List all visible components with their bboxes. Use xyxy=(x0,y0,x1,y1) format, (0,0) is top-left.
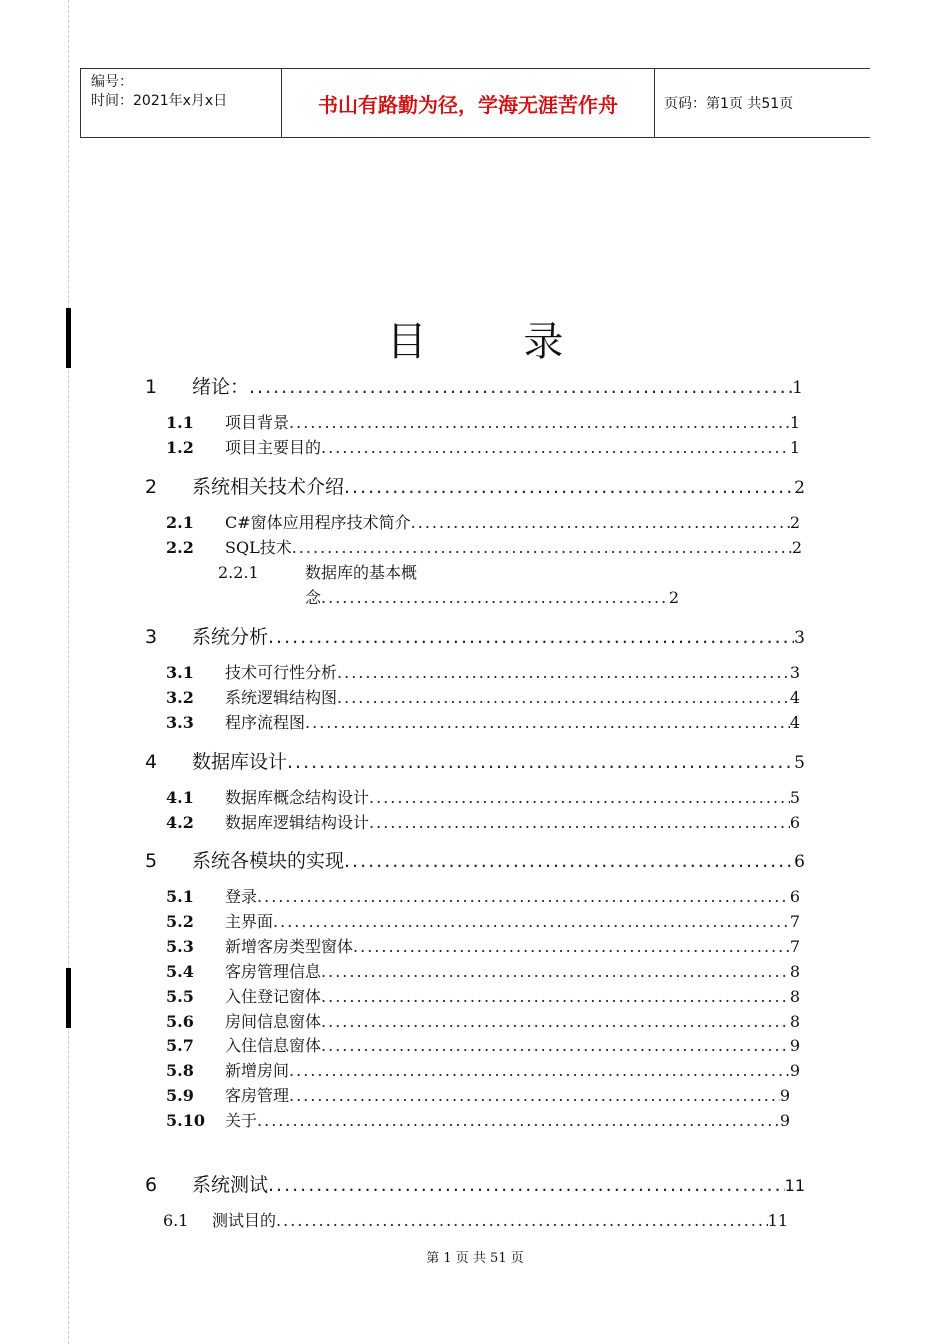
toc-entry-page: 9 xyxy=(779,1111,790,1130)
toc-entry-page: 9 xyxy=(789,1061,800,1080)
toc-entry[interactable] xyxy=(145,372,803,399)
toc-entry-text: 入住信息窗体 xyxy=(225,1036,322,1055)
toc-entry-text: 主界面 xyxy=(225,912,274,931)
toc-entry-number: 2 xyxy=(145,476,158,498)
time-label: 时间：2021年x月x日 xyxy=(91,93,228,109)
toc-entry-text: 数据库概念结构设计 xyxy=(225,788,370,807)
toc-entry-number: 5.2 xyxy=(166,912,194,931)
toc-entry-page: 2 xyxy=(791,538,802,557)
toc-entry-number: 3.3 xyxy=(166,713,194,732)
toc-leader-dots xyxy=(344,476,794,498)
toc-entry-page: 2 xyxy=(668,588,679,607)
toc-entry[interactable] xyxy=(145,622,805,649)
toc-entry-text: 新增客房类型窗体 xyxy=(225,937,354,956)
toc-entry-text: C#窗体应用程序技术简介 xyxy=(225,513,411,532)
toc-leader-dots xyxy=(289,1086,780,1105)
toc-entry[interactable] xyxy=(166,984,800,1007)
toc-leader-dots xyxy=(289,413,790,432)
toc-entry-number: 5.6 xyxy=(166,1012,194,1031)
toc-entry-number: 2.2 xyxy=(166,538,194,557)
toc-entry-number: 5.8 xyxy=(166,1061,194,1080)
toc-leader-dots xyxy=(344,850,794,872)
toc-entry[interactable] xyxy=(166,810,800,833)
toc-entry[interactable] xyxy=(166,685,800,708)
toc-entry-page: 3 xyxy=(789,663,800,682)
toc-entry-number: 2.2.1 xyxy=(218,563,259,582)
toc-entry-text: 新增房间 xyxy=(225,1061,290,1080)
header-motto: 书山有路勤为径，学海无涯苦作舟 xyxy=(282,69,655,137)
toc-entry-number: 3.2 xyxy=(166,688,194,707)
toc-entry-text: 客房管理信息 xyxy=(225,962,322,981)
toc-entry-page: 2 xyxy=(789,513,800,532)
toc-entry[interactable] xyxy=(145,1170,805,1197)
toc-entry[interactable] xyxy=(218,560,518,583)
toc-entry-page: 7 xyxy=(789,937,800,956)
toc-entry[interactable] xyxy=(166,660,800,683)
toc-entry-number: 5 xyxy=(145,850,158,872)
toc-leader-dots xyxy=(249,376,792,398)
toc-entry-continuation[interactable] xyxy=(305,585,679,608)
toc-entry-number: 5.7 xyxy=(166,1036,194,1055)
toc-entry-number: 4 xyxy=(145,751,158,773)
toc-entry-number: 1.1 xyxy=(166,413,194,432)
toc-leader-dots xyxy=(292,538,792,557)
toc-leader-dots xyxy=(273,912,790,931)
toc-entry-number: 5.1 xyxy=(166,887,194,906)
toc-leader-dots xyxy=(353,937,790,956)
toc-entry-number: 3.1 xyxy=(166,663,194,682)
toc-entry-number: 5.4 xyxy=(166,962,194,981)
toc-entry[interactable] xyxy=(166,510,800,533)
toc-entry-page: 9 xyxy=(779,1086,790,1105)
toc-leader-dots xyxy=(337,663,790,682)
toc-entry-page: 7 xyxy=(789,912,800,931)
toc-entry-number: 5.9 xyxy=(166,1086,194,1105)
toc-entry-text: 系统分析 xyxy=(192,626,269,648)
toc-entry-page: 2 xyxy=(794,478,805,498)
toc-entry-number: 5.3 xyxy=(166,937,194,956)
toc-entry[interactable] xyxy=(166,909,800,932)
toc-entry-page: 4 xyxy=(789,688,800,707)
toc-entry-page: 6 xyxy=(789,813,800,832)
toc-entry-text: 系统相关技术介绍 xyxy=(192,476,345,498)
toc-entry-page: 6 xyxy=(789,887,800,906)
toc-entry-number: 5.5 xyxy=(166,987,194,1006)
toc-entry-number: 1 xyxy=(145,376,158,398)
toc-leader-dots xyxy=(321,962,790,981)
toc-entry-page: 1 xyxy=(792,378,803,398)
toc-entry[interactable] xyxy=(166,710,800,733)
toc-entry-number: 5.10 xyxy=(166,1111,205,1130)
toc-entry-page: 11 xyxy=(767,1211,788,1230)
toc-entry-page: 6 xyxy=(794,852,805,872)
toc-leader-dots xyxy=(321,438,790,457)
toc-leader-dots xyxy=(321,588,669,607)
toc-entry-page: 5 xyxy=(794,753,805,773)
toc-entry-page: 11 xyxy=(784,1176,805,1195)
toc-entry[interactable] xyxy=(163,1208,788,1231)
toc-entry[interactable] xyxy=(166,934,800,957)
toc-leader-dots xyxy=(321,987,790,1006)
toc-entry[interactable] xyxy=(166,1058,800,1081)
toc-leader-dots xyxy=(276,1211,768,1230)
toc-entry-number: 1.2 xyxy=(166,438,194,457)
toc-entry[interactable] xyxy=(145,747,805,774)
toc-entry-number: 6 xyxy=(145,1174,158,1196)
toc-entry-page: 8 xyxy=(789,962,800,981)
toc-entry-number: 2.1 xyxy=(166,513,194,532)
toc-entry[interactable] xyxy=(166,959,800,982)
toc-leader-dots xyxy=(287,751,794,773)
toc-entry[interactable] xyxy=(166,1108,790,1131)
serial-label: 编号： xyxy=(91,74,133,90)
toc-entry-page: 5 xyxy=(789,788,800,807)
toc-entry-page: 8 xyxy=(789,1012,800,1031)
toc-leader-dots xyxy=(369,788,790,807)
header-page-info: 页码：第1页 共51页 xyxy=(664,96,794,112)
toc-entry[interactable] xyxy=(166,535,802,558)
toc-entry-text: 房间信息窗体 xyxy=(225,1012,322,1031)
toc-entry-text: 数据库逻辑结构设计 xyxy=(225,813,370,832)
toc-entry-text: 项目背景 xyxy=(225,413,290,432)
toc-leader-dots xyxy=(268,626,794,648)
toc-entry-number: 6.1 xyxy=(163,1211,189,1230)
toc-leader-dots xyxy=(369,813,790,832)
toc-entry-text: 关于 xyxy=(225,1111,258,1130)
toc-entry[interactable] xyxy=(166,435,800,458)
toc-leader-dots xyxy=(321,1036,790,1055)
toc-entry[interactable] xyxy=(166,785,800,808)
toc-entry-text: 客房管理 xyxy=(225,1086,290,1105)
toc-leader-dots xyxy=(411,513,790,532)
toc-leader-dots xyxy=(321,1012,790,1031)
toc-entry-text: 测试目的 xyxy=(212,1211,277,1230)
toc-leader-dots xyxy=(337,688,790,707)
toc-entry-text: 项目主要目的 xyxy=(225,438,322,457)
toc-entry-text: SQL技术 xyxy=(225,538,292,557)
toc-leader-dots xyxy=(268,1174,785,1196)
toc-entry-page: 3 xyxy=(794,628,805,648)
toc-entry-text: 入住登记窗体 xyxy=(225,987,322,1006)
toc-title: 目 录 xyxy=(386,319,606,365)
toc-entry-page: 4 xyxy=(789,713,800,732)
toc-entry-text: 登录 xyxy=(225,887,258,906)
page-footer: 第 1 页 共 51 页 xyxy=(426,1251,524,1266)
toc-entry-page: 8 xyxy=(789,987,800,1006)
toc-entry-text: 数据库的基本概 xyxy=(305,563,418,582)
toc-entry[interactable] xyxy=(166,410,800,433)
toc-entry-text: 绪论： xyxy=(192,376,250,398)
toc-entry-page: 1 xyxy=(789,438,800,457)
toc-entry[interactable] xyxy=(145,846,805,873)
toc-leader-dots xyxy=(289,1061,790,1080)
toc-leader-dots xyxy=(257,887,790,906)
toc-entry-text-continued: 念 xyxy=(305,588,322,607)
toc-entry-text: 系统测试 xyxy=(192,1174,269,1196)
toc-entry-text: 数据库设计 xyxy=(192,751,288,773)
toc-entry[interactable] xyxy=(166,884,800,907)
toc-entry-text: 技术可行性分析 xyxy=(225,663,338,682)
toc-leader-dots xyxy=(305,713,790,732)
toc-leader-dots xyxy=(257,1111,780,1130)
toc-entry-text: 程序流程图 xyxy=(225,713,306,732)
toc-entry[interactable] xyxy=(166,1083,790,1106)
toc-entry-text: 系统逻辑结构图 xyxy=(225,688,338,707)
toc-entry-page: 9 xyxy=(789,1036,800,1055)
toc-entry-number: 3 xyxy=(145,626,158,648)
toc-entry-text: 系统各模块的实现 xyxy=(192,850,345,872)
toc-entry[interactable] xyxy=(166,1009,800,1032)
toc-entry[interactable] xyxy=(166,1033,800,1056)
toc-entry[interactable] xyxy=(145,472,805,499)
toc-entry-page: 1 xyxy=(789,413,800,432)
toc-entry-number: 4.2 xyxy=(166,813,194,832)
toc-entry-number: 4.1 xyxy=(166,788,194,807)
